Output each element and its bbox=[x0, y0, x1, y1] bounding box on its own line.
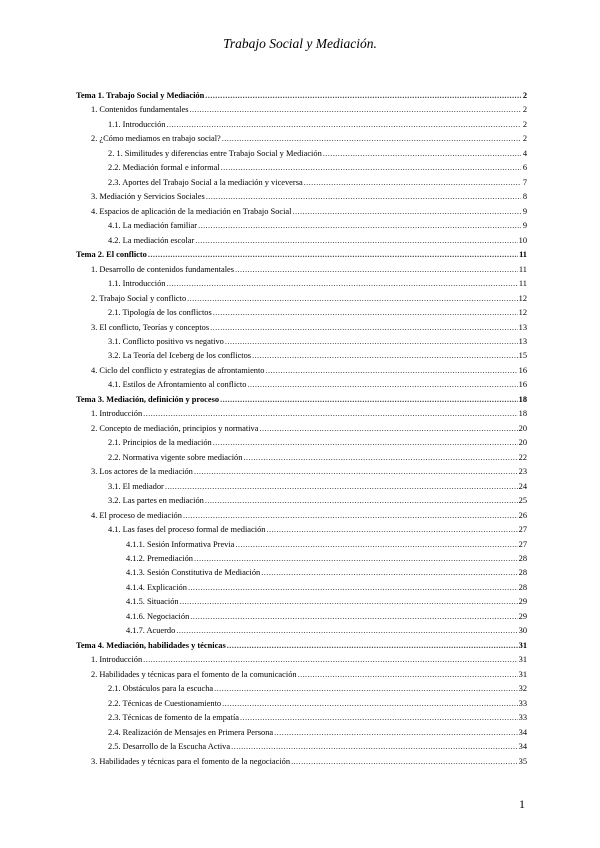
toc-entry-page: 30 bbox=[518, 626, 527, 636]
toc-entry-page: 2 bbox=[522, 91, 527, 100]
toc-entry-title: 4. El proceso de mediación bbox=[91, 510, 182, 520]
toc-entry-page: 24 bbox=[518, 481, 527, 491]
toc-entry[interactable] bbox=[76, 321, 527, 335]
toc-dot-leader bbox=[143, 653, 517, 667]
toc-chapter-entry[interactable] bbox=[76, 393, 527, 407]
toc-entry[interactable] bbox=[76, 538, 527, 552]
toc-entry-page: 31 bbox=[518, 640, 527, 650]
toc-entry[interactable] bbox=[76, 118, 527, 132]
toc-chapter-entry[interactable] bbox=[76, 89, 527, 103]
toc-entry[interactable] bbox=[76, 176, 527, 190]
toc-entry-page: 22 bbox=[518, 452, 527, 462]
toc-dot-leader bbox=[194, 552, 518, 566]
toc-entry-page: 25 bbox=[518, 496, 527, 506]
toc-entry-page: 35 bbox=[518, 756, 527, 766]
toc-entry-page: 28 bbox=[518, 582, 527, 592]
toc-entry[interactable] bbox=[76, 653, 527, 667]
toc-entry[interactable] bbox=[76, 378, 527, 392]
toc-entry-page: 29 bbox=[518, 597, 527, 607]
toc-entry-title: 4.1. Las fases del proceso formal de mediación bbox=[108, 525, 266, 535]
page-number: 1 bbox=[519, 797, 525, 811]
toc-entry-page: 31 bbox=[518, 669, 527, 679]
toc-entry-title: 1. Introducción bbox=[91, 409, 143, 419]
toc-dot-leader bbox=[166, 277, 517, 291]
toc-entry-title: 1.1. Introducción bbox=[108, 279, 166, 289]
toc-entry-title: 3. El conflicto, Teorías y conceptos bbox=[91, 322, 210, 332]
toc-entry-page: 32 bbox=[518, 684, 527, 694]
toc-entry-page: 12 bbox=[518, 308, 527, 318]
toc-entry-title: 4.1.4. Explicación bbox=[126, 582, 187, 592]
toc-entry-title: 4. Ciclo del conflicto y estrategias de afrontamiento bbox=[91, 365, 265, 375]
toc-dot-leader bbox=[194, 465, 518, 479]
toc-dot-leader bbox=[187, 292, 517, 306]
toc-entry-title: 1. Desarrollo de contenidos fundamentales bbox=[91, 264, 235, 274]
toc-entry-title: 4.1. Estilos de Afrontamiento al conflicto bbox=[108, 380, 247, 390]
toc-entry[interactable] bbox=[76, 480, 527, 494]
toc-entry[interactable] bbox=[76, 234, 527, 248]
toc-entry-title: 2. Trabajo Social y conflicto bbox=[91, 293, 187, 303]
toc-entry[interactable] bbox=[76, 509, 527, 523]
toc-entry-page: 29 bbox=[518, 611, 527, 621]
toc-dot-leader bbox=[205, 89, 521, 103]
toc-entry[interactable] bbox=[76, 465, 527, 479]
toc-chapter-entry[interactable] bbox=[76, 639, 527, 653]
toc-entry[interactable] bbox=[76, 566, 527, 580]
toc-entry[interactable] bbox=[76, 494, 527, 508]
toc-entry-page: 31 bbox=[518, 655, 527, 665]
toc-dot-leader bbox=[225, 335, 518, 349]
toc-dot-leader bbox=[266, 523, 517, 537]
toc-dot-leader bbox=[183, 509, 518, 523]
toc-entry[interactable] bbox=[76, 292, 527, 306]
toc-entry-title: 2.5. Desarrollo de la Escucha Activa bbox=[108, 742, 231, 752]
toc-entry-title: 2.2. Técnicas de Cuestionamiento bbox=[108, 698, 222, 708]
toc-entry-page: 8 bbox=[522, 192, 527, 202]
toc-entry[interactable] bbox=[76, 190, 527, 204]
toc-entry-page: 16 bbox=[518, 365, 527, 375]
toc-entry-title: 2.2. Mediación formal e informal bbox=[108, 163, 220, 173]
toc-entry-page: 9 bbox=[522, 206, 527, 216]
toc-dot-leader bbox=[180, 595, 518, 609]
toc-entry[interactable] bbox=[76, 161, 527, 175]
toc-entry-page: 6 bbox=[522, 163, 527, 173]
toc-entry-title: 2. Concepto de mediación, principios y normativa bbox=[91, 423, 259, 433]
toc-entry[interactable] bbox=[76, 132, 527, 146]
toc-dot-leader bbox=[195, 234, 517, 248]
toc-dot-leader bbox=[210, 321, 518, 335]
toc-entry-title: 2. Habilidades y técnicas para el fomento de la comunicación bbox=[91, 669, 297, 679]
toc-entry-page: 11 bbox=[518, 279, 527, 289]
toc-entry[interactable] bbox=[76, 263, 527, 277]
toc-entry[interactable] bbox=[76, 595, 527, 609]
toc-entry[interactable] bbox=[76, 335, 527, 349]
toc-entry-page: 34 bbox=[518, 727, 527, 737]
toc-dot-leader bbox=[148, 248, 518, 262]
toc-dot-leader bbox=[213, 436, 518, 450]
toc-entry-title: 3.1. Conflicto positivo vs negativo bbox=[108, 336, 224, 346]
toc-dot-leader bbox=[214, 682, 518, 696]
toc-entry-title: 3. Mediación y Servicios Sociales bbox=[91, 192, 205, 202]
toc-dot-leader bbox=[235, 263, 518, 277]
toc-entry-title: 2.1. Principios de la mediación bbox=[108, 438, 212, 448]
toc-chapter-entry[interactable] bbox=[76, 248, 527, 262]
toc-entry-page: 16 bbox=[518, 380, 527, 390]
toc-entry-title: 2.3. Aportes del Trabajo Social a la mediación y viceversa bbox=[108, 177, 303, 187]
toc-entry-title: Tema 3. Mediación, definición y proceso bbox=[76, 394, 220, 404]
toc-entry-title: 4.1.3. Sesión Constitutiva de Mediación bbox=[126, 568, 261, 578]
toc-dot-leader bbox=[165, 480, 518, 494]
toc-entry-title: 3.1. El mediador bbox=[108, 481, 164, 491]
toc-dot-leader bbox=[240, 711, 518, 725]
toc-entry[interactable] bbox=[76, 697, 527, 711]
toc-dot-leader bbox=[227, 639, 518, 653]
toc-entry-title: 4.1.2. Premediación bbox=[126, 554, 193, 563]
toc-dot-leader bbox=[205, 494, 518, 508]
toc-entry[interactable] bbox=[76, 147, 527, 161]
toc-entry[interactable] bbox=[76, 740, 527, 754]
toc-entry-page: 18 bbox=[518, 409, 527, 419]
toc-entry-page: 34 bbox=[518, 742, 527, 752]
toc-entry-title: 2.4. Realización de Mensajes en Primera Persona bbox=[108, 727, 274, 737]
toc-entry-page: 13 bbox=[518, 336, 527, 346]
toc-entry-title: 4. Espacios de aplicación de la mediación en Trabajo Social bbox=[91, 206, 292, 216]
toc-entry[interactable] bbox=[76, 755, 527, 769]
toc-entry-title: 2.3. Técnicas de fomento de la empatía bbox=[108, 713, 240, 723]
toc-dot-leader bbox=[221, 161, 521, 175]
toc-entry[interactable] bbox=[76, 451, 527, 465]
toc-entry[interactable] bbox=[76, 349, 527, 363]
toc-dot-leader bbox=[274, 726, 518, 740]
toc-entry-page: 28 bbox=[518, 568, 527, 578]
toc-entry-page: 23 bbox=[518, 467, 527, 477]
toc-entry[interactable] bbox=[76, 364, 527, 378]
toc-entry-page: 2 bbox=[522, 134, 527, 144]
toc-entry[interactable] bbox=[76, 436, 527, 450]
toc-dot-leader bbox=[166, 118, 521, 132]
toc-entry-title: 3.2. La Teoría del Iceberg de los conflictos bbox=[108, 351, 252, 361]
toc-entry[interactable] bbox=[76, 668, 527, 682]
toc-entry-page: 27 bbox=[518, 525, 527, 535]
toc-entry-title: Tema 1. Trabajo Social y Mediación bbox=[76, 91, 205, 100]
toc-entry[interactable] bbox=[76, 726, 527, 740]
toc-entry-page: 12 bbox=[518, 293, 527, 303]
toc-entry-page: 18 bbox=[518, 394, 527, 404]
toc-entry-title: 1. Contenidos fundamentales bbox=[91, 105, 189, 115]
toc-entry[interactable] bbox=[76, 103, 527, 117]
toc-entry-page: 20 bbox=[518, 438, 527, 448]
toc-entry-title: Tema 2. El conflicto bbox=[76, 250, 147, 260]
toc-entry-page: 15 bbox=[518, 351, 527, 361]
toc-entry-page: 7 bbox=[522, 177, 527, 187]
toc-entry-title: 2. 1. Similitudes y diferencias entre Trabajo Social y Mediación bbox=[108, 148, 322, 158]
toc-entry-title: 4.2. La mediación escolar bbox=[108, 235, 195, 245]
toc-entry-title: 4.1.7. Acuerdo bbox=[126, 626, 176, 636]
toc-entry[interactable] bbox=[76, 552, 527, 566]
toc-dot-leader bbox=[261, 566, 517, 580]
toc-entry[interactable] bbox=[76, 205, 527, 219]
toc-entry-title: 1. Introducción bbox=[91, 655, 143, 665]
toc-entry-page: 33 bbox=[518, 698, 527, 708]
toc-entry-title: 1.1. Introducción bbox=[108, 119, 166, 129]
toc-dot-leader bbox=[252, 349, 518, 363]
toc-entry[interactable] bbox=[76, 682, 527, 696]
toc-entry-page: 10 bbox=[518, 235, 527, 245]
toc-dot-leader bbox=[323, 147, 521, 161]
toc-entry-page: 11 bbox=[519, 250, 527, 260]
toc-entry-title: 4.1. La mediación familiar bbox=[108, 221, 198, 231]
toc-entry-title: 3. Habilidades y técnicas para el fomento de la negociación bbox=[91, 756, 291, 766]
toc-dot-leader bbox=[231, 740, 518, 754]
toc-entry[interactable] bbox=[76, 610, 527, 624]
toc-entry[interactable] bbox=[76, 523, 527, 537]
toc-dot-leader bbox=[298, 668, 518, 682]
toc-entry-title: 2. ¿Cómo mediamos en trabajo social? bbox=[91, 134, 221, 144]
table-of-contents bbox=[76, 89, 527, 769]
toc-dot-leader bbox=[189, 103, 521, 117]
toc-entry-page: 20 bbox=[518, 423, 527, 433]
toc-entry-title: 2.1. Tipología de los conflictos bbox=[108, 308, 212, 318]
toc-dot-leader bbox=[190, 610, 517, 624]
toc-dot-leader bbox=[220, 393, 518, 407]
toc-entry-page: 4 bbox=[522, 148, 527, 158]
page-header-title: Trabajo Social y Mediación. bbox=[223, 36, 377, 51]
toc-dot-leader bbox=[143, 407, 517, 421]
toc-dot-leader bbox=[176, 624, 517, 638]
toc-dot-leader bbox=[259, 422, 517, 436]
toc-entry-page: 11 bbox=[518, 264, 527, 274]
toc-entry[interactable] bbox=[76, 306, 527, 320]
toc-entry-title: 2.2. Normativa vigente sobre mediación bbox=[108, 452, 243, 462]
toc-dot-leader bbox=[188, 581, 518, 595]
toc-entry-page: 27 bbox=[518, 539, 527, 549]
toc-entry-page: 13 bbox=[518, 322, 527, 332]
toc-dot-leader bbox=[198, 219, 521, 233]
toc-entry-page: 2 bbox=[522, 105, 527, 115]
toc-entry-page: 26 bbox=[518, 510, 527, 520]
toc-dot-leader bbox=[222, 697, 518, 711]
toc-entry-page: 2 bbox=[522, 119, 527, 129]
toc-entry[interactable] bbox=[76, 277, 527, 291]
toc-entry-title: 4.1.1. Sesión Informativa Previa bbox=[126, 539, 235, 549]
toc-dot-leader bbox=[266, 364, 518, 378]
toc-entry-title: Tema 4. Mediación, habilidades y técnicas bbox=[76, 640, 226, 650]
toc-entry-page: 9 bbox=[522, 221, 527, 231]
toc-entry[interactable] bbox=[76, 219, 527, 233]
toc-entry-title: 3. Los actores de la mediación bbox=[91, 467, 193, 477]
toc-dot-leader bbox=[292, 205, 521, 219]
toc-dot-leader bbox=[222, 132, 521, 146]
toc-entry[interactable] bbox=[76, 581, 527, 595]
toc-dot-leader bbox=[304, 176, 521, 190]
toc-entry-page: 28 bbox=[518, 554, 527, 563]
toc-entry-page: 33 bbox=[518, 713, 527, 723]
toc-entry[interactable] bbox=[76, 624, 527, 638]
toc-dot-leader bbox=[213, 306, 518, 320]
toc-entry[interactable] bbox=[76, 422, 527, 436]
toc-dot-leader bbox=[206, 190, 521, 204]
toc-entry-title: 2.1. Obstáculos para la escucha bbox=[108, 684, 214, 694]
toc-dot-leader bbox=[291, 755, 518, 769]
toc-dot-leader bbox=[247, 378, 517, 392]
toc-dot-leader bbox=[243, 451, 517, 465]
toc-dot-leader bbox=[235, 538, 517, 552]
toc-entry[interactable] bbox=[76, 407, 527, 421]
toc-entry-title: 4.1.6. Negociación bbox=[126, 611, 190, 621]
toc-entry-title: 3.2. Las partes en mediación bbox=[108, 496, 204, 506]
toc-entry[interactable] bbox=[76, 711, 527, 725]
toc-entry-title: 4.1.5. Situación bbox=[126, 597, 179, 607]
